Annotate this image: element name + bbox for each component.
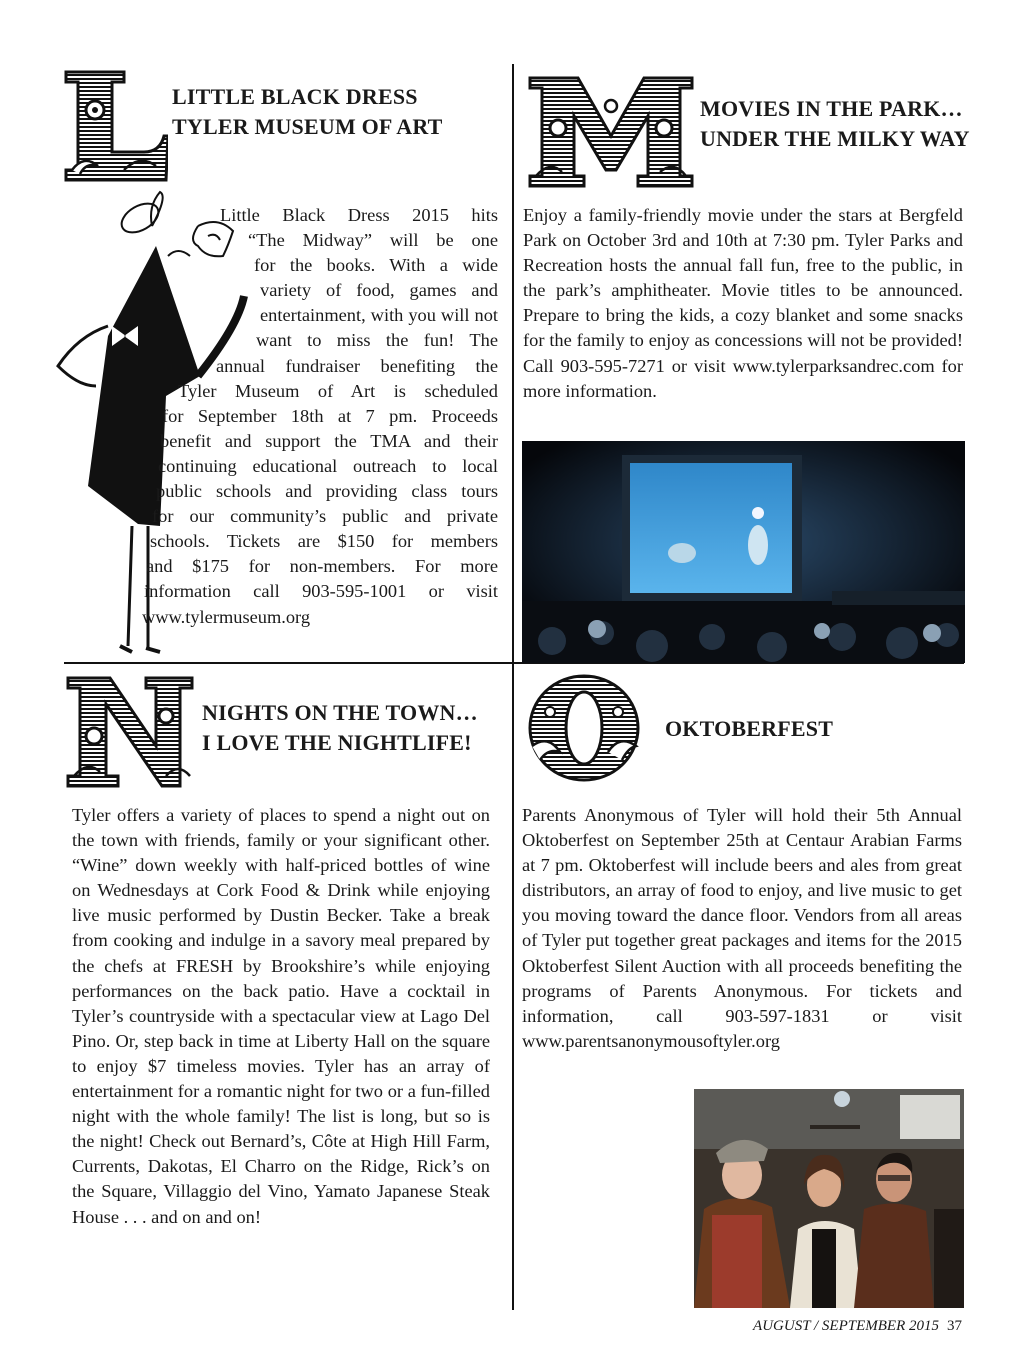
- section-l-body-line: Little Black Dress 2015 hits: [220, 205, 498, 225]
- dropcap-m: [528, 76, 694, 188]
- section-n-title-line1: NIGHTS ON THE TOWN…: [202, 700, 478, 725]
- section-l-body-line: Tyler Museum of Art is scheduled: [178, 380, 498, 401]
- section-l-body-line: www.tylermuseum.org: [142, 606, 311, 627]
- section-l-title-line2: TYLER MUSEUM OF ART: [172, 114, 443, 139]
- section-l-title-line1: LITTLE BLACK DRESS: [172, 84, 418, 109]
- section-l-body-line: information call 903-595-1001 or visit: [144, 581, 498, 602]
- section-o-body: Parents Anonymous of Tyler will hold their 5th Annual Oktoberfest on September 25th at Centaur Arabian Farms at 7 pm. Oktoberfest will include beers and ales from great distributors, an array of food to enjoy, and live music to get you moving toward the dance floor. Vendors from all areas of Tyler put together great packages and items for the 2015 Oktoberfest Silent Auction with all proceeds benefiting the programs of Parents Anonymous. For tickets and information, call 903-597-1831 or visit www.parentsanonymousoftyler.org: [522, 805, 962, 1051]
- oktoberfest-photo: [694, 1089, 964, 1308]
- section-l-body-line: continuing educational outreach to local: [158, 455, 498, 476]
- section-n-title: [202, 698, 478, 758]
- section-m-title-line1: MOVIES IN THE PARK…: [700, 96, 963, 121]
- section-l-body-line: for our community’s public and private: [152, 506, 498, 527]
- section-l-body-line: “The Midway” will be one: [248, 230, 498, 251]
- section-l-body-line: and $175 for non-members. For more: [146, 556, 498, 577]
- section-n-title-line2: I LOVE THE NIGHTLIFE!: [202, 730, 472, 755]
- movie-screen-photo: [522, 441, 965, 663]
- section-l-body-line: want to miss the fun! The: [256, 330, 498, 351]
- column-divider: [512, 64, 514, 1310]
- section-l-body-line: annual fundraiser benefiting the: [216, 355, 498, 376]
- section-l-body-line: schools. Tickets are $150 for members: [150, 531, 498, 552]
- dropcap-o: [526, 672, 642, 784]
- page-footer: [753, 1318, 962, 1335]
- section-l-body-line: entertainment, with you will not: [260, 305, 498, 326]
- section-m-body: Enjoy a family-friendly movie under the stars at Bergfeld Park on October 3rd and 10th at 7:30 pm. Tyler Parks and Recreation hosts the annual fall fun, free to the public, in the park’s amphitheater. Movie titles to be announced. Prepare to bring the kids, a cozy blanket and some snacks for the family to enjoy as concessions will not be provided! Call 903-595-7271 or visit www.tylerparksandrec.com for more information.: [523, 205, 963, 401]
- section-l-body-line: public schools and providing class tours: [156, 481, 498, 502]
- section-o-title: OKTOBERFEST: [665, 716, 834, 741]
- section-l-body-line: benefit and support the TMA and their: [160, 430, 498, 451]
- dropcap-n: [66, 676, 194, 788]
- dropcap-l: [64, 70, 168, 182]
- page-number: 37: [947, 1318, 962, 1334]
- issue-date: AUGUST / SEPTEMBER 2015: [753, 1318, 939, 1334]
- section-m-title-line2: UNDER THE MILKY WAY: [700, 126, 970, 151]
- section-l-title: [172, 82, 443, 142]
- section-l-body: [138, 203, 498, 630]
- section-l-body-line: for the books. With a wide: [254, 255, 498, 276]
- section-l-body-line: variety of food, games and: [260, 280, 498, 301]
- section-m-title: [700, 94, 970, 154]
- section-l-body-line: for September 18th at 7 pm. Proceeds: [162, 405, 498, 426]
- section-n-body: Tyler offers a variety of places to spend a night out on the town with friends, family or your significant other. “Wine” down weekly with half-priced bottles of wine on Wednesdays at Cork Food & Drink while enjoying live music performed by Dustin Becker. Take a break from cooking and indulge in a savory meal prepared by the chefs at FRESH by Brookshire’s while enjoying performances on the back patio. Have a cocktail in Tyler’s countryside with a spectacular view at Lago Del Pino. Or, step back in time at Liberty Hall on the square to enjoy $7 timeless movies. Tyler has an array of entertainment for a romantic night for two or a fun-filled night with the whole family! The list is long, but so is the night! Check out Bernard’s, Côte at High Hill Farm, Currents, Dakotas, El Charro on the Ridge, Rick’s on the Square, Villaggio del Vino, Yamato Japanese Steak House . . . and on and on!: [72, 805, 490, 1227]
